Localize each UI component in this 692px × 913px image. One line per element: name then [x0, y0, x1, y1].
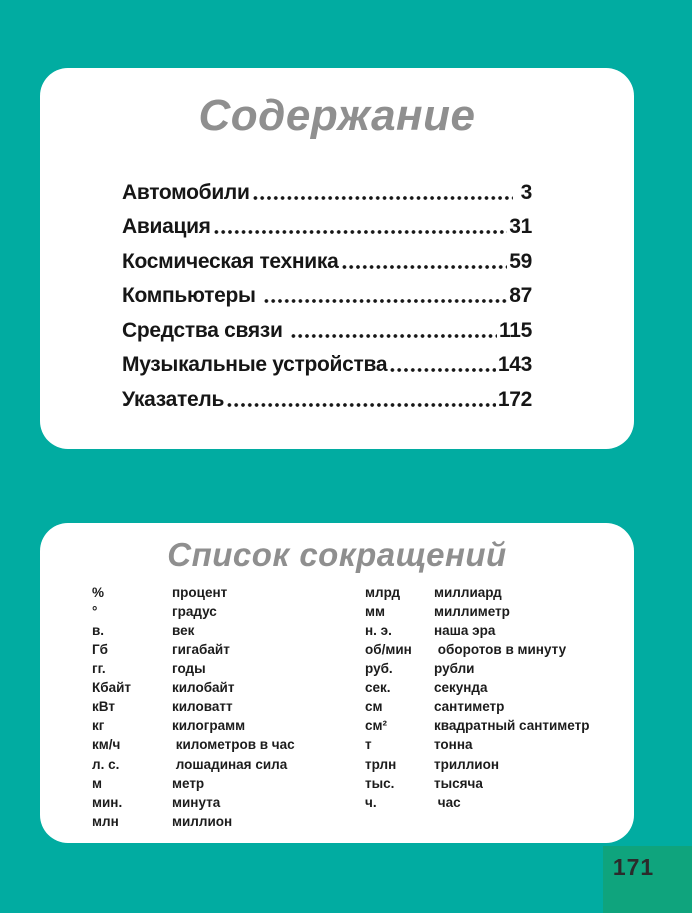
toc-entry	[122, 238, 532, 273]
abbreviation-key: мм	[365, 603, 385, 619]
toc-entry-page: 3	[515, 180, 532, 204]
abbreviation-term: миллион	[172, 813, 233, 829]
abbreviation-key: трлн	[365, 756, 397, 772]
abbreviations-table	[92, 583, 634, 831]
abbreviation-key: сек.	[365, 680, 391, 696]
toc-entry-label: Автомобили	[122, 180, 250, 204]
abbreviation-term: миллиард	[434, 584, 502, 600]
dot-leader-line	[263, 273, 507, 308]
toc-entry	[122, 204, 532, 239]
abbreviation-key: об/мин	[365, 641, 412, 657]
abbreviation-term: градус	[172, 603, 217, 619]
abbreviation-key: км/ч	[92, 737, 121, 753]
toc-entry-page: 87	[509, 284, 532, 308]
abbreviation-term: киловатт	[172, 699, 233, 715]
toc-entry-label: Авиация	[122, 215, 211, 239]
abbreviations-card	[40, 523, 634, 843]
abbreviations-right-column	[365, 583, 634, 831]
abbreviation-key: м	[92, 775, 102, 791]
abbreviation-key: млрд	[365, 584, 401, 600]
abbreviation-row	[92, 697, 365, 716]
abbreviation-term: оборотов в минуту	[434, 641, 567, 657]
abbreviation-row	[92, 602, 365, 621]
abbreviation-row	[92, 793, 365, 812]
dot-leader-line	[290, 307, 497, 342]
toc-card	[40, 68, 634, 449]
dot-leader-line	[252, 169, 514, 204]
abbreviations-left-column	[92, 583, 365, 831]
abbreviation-row	[365, 602, 634, 621]
abbreviation-term: метр	[172, 775, 205, 791]
toc-entry	[122, 376, 532, 411]
abbreviation-row	[92, 621, 365, 640]
abbreviations-title: Список сокращений	[167, 536, 507, 573]
abbreviation-term: килобайт	[172, 680, 235, 696]
abbreviation-term: триллион	[434, 756, 500, 772]
toc-entry-label: Музыкальные устройства	[122, 353, 388, 377]
abbreviation-key: см	[365, 699, 383, 715]
toc-entry	[122, 307, 532, 342]
abbreviation-term: годы	[172, 661, 206, 677]
abbreviation-term: сантиметр	[434, 699, 505, 715]
toc-entry	[122, 342, 532, 377]
toc-entry-page: 31	[509, 215, 532, 239]
abbreviation-key: л. с.	[92, 756, 120, 772]
abbreviation-term: лошадиная сила	[172, 756, 288, 772]
abbreviation-term: минута	[172, 794, 221, 810]
abbreviation-row	[365, 716, 634, 735]
abbreviation-row	[365, 793, 634, 812]
abbreviation-row	[92, 583, 365, 602]
abbreviation-row	[365, 697, 634, 716]
abbreviation-row	[365, 754, 634, 773]
dot-leader-line	[213, 204, 508, 239]
abbreviation-term: час	[434, 794, 461, 810]
abbreviation-row	[92, 716, 365, 735]
dot-leader-line	[226, 376, 496, 411]
abbreviation-key: т	[365, 737, 372, 753]
abbreviation-term: наша эра	[434, 622, 496, 638]
toc-entry-label: Средства связи	[122, 318, 289, 342]
abbreviation-term: тысяча	[434, 775, 483, 791]
dot-leader-line	[389, 342, 496, 377]
abbreviation-row	[92, 659, 365, 678]
abbreviation-row	[365, 774, 634, 793]
abbreviation-row	[92, 774, 365, 793]
abbreviation-key: Гб	[92, 641, 108, 657]
abbreviation-key: руб.	[365, 661, 393, 677]
abbreviation-key: гг.	[92, 661, 106, 677]
abbreviation-term: миллиметр	[434, 603, 510, 619]
toc-entry-label: Компьютеры	[122, 284, 262, 308]
abbreviation-row	[92, 678, 365, 697]
abbreviation-key: °	[92, 603, 98, 619]
toc-list	[122, 169, 532, 411]
abbreviation-term: век	[172, 622, 195, 638]
abbreviation-row	[365, 678, 634, 697]
abbreviation-row	[92, 735, 365, 754]
abbreviation-row	[92, 754, 365, 773]
toc-entry-label: Указатель	[122, 387, 225, 411]
toc-entry-page: 59	[509, 249, 532, 273]
abbreviation-term: процент	[172, 584, 228, 600]
toc-title: Содержание	[198, 91, 476, 140]
abbreviation-key: н. э.	[365, 622, 392, 638]
abbreviation-key: тыс.	[365, 775, 395, 791]
toc-entry-label: Космическая техника	[122, 249, 339, 273]
abbreviation-key: %	[92, 584, 105, 600]
abbreviation-term: рубли	[434, 661, 475, 677]
abbreviation-key: кг	[92, 718, 105, 734]
abbreviation-row	[365, 659, 634, 678]
abbreviation-key: в.	[92, 622, 105, 638]
abbreviation-row	[92, 812, 365, 831]
abbreviation-row	[365, 735, 634, 754]
abbreviation-term: секунда	[434, 680, 488, 696]
abbreviation-key: ч.	[365, 794, 377, 810]
toc-entry-page: 172	[497, 387, 532, 411]
abbreviation-key: Кбайт	[92, 680, 131, 696]
abbreviation-key: млн	[92, 813, 119, 829]
page-number: 171	[612, 854, 655, 880]
abbreviation-key: мин.	[92, 794, 123, 810]
abbreviation-row	[365, 621, 634, 640]
toc-entry	[122, 273, 532, 308]
abbreviation-key: кВт	[92, 699, 115, 715]
toc-entry	[122, 169, 532, 204]
page-number-box	[603, 846, 692, 913]
toc-entry-page: 143	[497, 353, 532, 377]
abbreviation-term: тонна	[434, 737, 473, 753]
dot-leader-line	[341, 238, 508, 273]
abbreviation-term: килограмм	[172, 718, 246, 734]
toc-entry-page: 115	[499, 318, 532, 342]
abbreviation-key: см²	[365, 718, 387, 734]
abbreviation-term: гигабайт	[172, 641, 230, 657]
abbreviation-term: квадратный сантиметр	[434, 718, 590, 734]
abbreviation-row	[92, 640, 365, 659]
abbreviation-term: километров в час	[172, 737, 295, 753]
abbreviation-row	[365, 583, 634, 602]
abbreviation-row	[365, 640, 634, 659]
